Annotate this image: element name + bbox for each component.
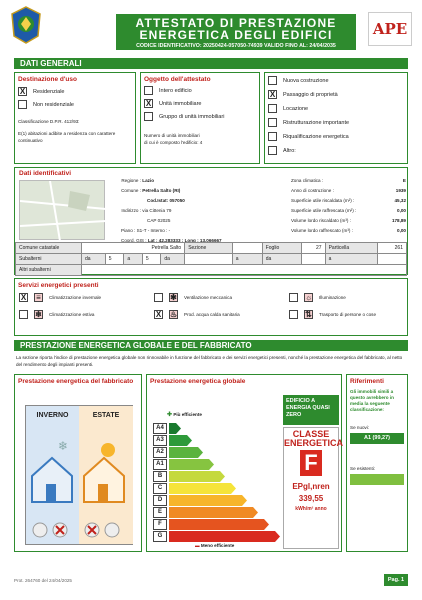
class-bar-b — [169, 471, 225, 482]
particella-label: Particella — [325, 243, 377, 254]
piu-efficiente-label: Più efficiente — [173, 412, 202, 417]
classificazione-label: Classificazione D.P.R. 412/93: — [18, 119, 80, 124]
bulb-icon: ☼ — [305, 293, 313, 302]
globale-box — [146, 374, 342, 552]
class-label-a1: A1 — [153, 459, 167, 470]
class-bar-d — [169, 495, 247, 506]
vent-label: Ventilazione meccanica — [184, 295, 233, 300]
residenziale-checkbox[interactable]: X — [19, 87, 26, 96]
locazione-checkbox[interactable] — [268, 104, 277, 113]
subalterni-label: Subalterni — [16, 254, 82, 265]
altri-subalterni-label: Altri subalterni — [16, 265, 82, 276]
di-cui-label: di cui è composto l'edificio: 4 — [144, 140, 203, 145]
class-label-f: F — [153, 519, 167, 530]
zona-value: E — [402, 178, 406, 183]
nuova-costruzione-label: Nuova costruzione — [283, 77, 329, 84]
fabbricato-box — [14, 374, 142, 552]
clim-est-label: Climatizzazione estiva — [49, 312, 95, 317]
da-label: da — [161, 254, 185, 265]
riferimenti-title: Riferimenti — [350, 378, 384, 385]
class-label-a2: A2 — [153, 447, 167, 458]
dati-identificativi-title: Dati identificativi — [19, 170, 72, 177]
riferimenti-description: Gli immobili simili a questo avrebbero in media la seguente classificazione: — [350, 389, 394, 412]
sup-risc-value: 45,32 — [394, 198, 406, 203]
passaggio-label: Passaggio di proprietà — [283, 91, 338, 98]
destinazione-title: Destinazione d'uso — [18, 76, 77, 83]
foglio-label: Foglio — [262, 243, 301, 254]
class-bar-f — [169, 519, 269, 530]
riferimenti-box — [346, 374, 408, 552]
residenziale-label: Residenziale — [33, 88, 65, 95]
ape-logo-text: APE — [372, 20, 408, 38]
nuovi-value: A1 (99,27) — [350, 433, 404, 444]
catasto-table — [15, 242, 407, 276]
comune-label: Comune : — [121, 188, 141, 193]
class-label-e: E — [153, 507, 167, 518]
sub-da-value: 5 — [105, 254, 124, 265]
indirizzo-label: Indirizzo : — [121, 208, 141, 213]
emblem-icon — [10, 6, 42, 44]
vol-raff-value: 0,00 — [397, 228, 406, 233]
inverno-label: INVERNO — [36, 412, 69, 419]
codistat-label: Cod.Istat: — [147, 198, 169, 203]
a-label: a — [325, 254, 377, 265]
ape-logo — [368, 12, 412, 46]
ristrutturazione-checkbox[interactable] — [268, 118, 277, 127]
house-icon — [30, 436, 130, 506]
footer-protocol: Prot. 264760 del 24/04/2025 — [14, 578, 72, 583]
classificazione-value: E(1) abitazioni adibite a residenza con carattere continuativo — [18, 131, 116, 143]
fan-icon: ✱ — [170, 293, 177, 302]
intero-edificio-checkbox[interactable] — [144, 86, 153, 95]
clim-inv-label: Climatizzazione invernale — [49, 295, 102, 300]
vol-risc-value: 178,89 — [391, 218, 406, 223]
acqua-label: Prod. acqua calda sanitaria — [184, 312, 240, 317]
servizi-title: Servizi energetici presenti — [18, 282, 99, 289]
class-label-g: G — [153, 531, 167, 542]
class-bar-e — [169, 507, 258, 518]
nuovi-label: Se nuovi: — [350, 425, 370, 430]
oggetto-box — [140, 72, 260, 164]
a-label: a — [232, 254, 262, 265]
fabbricato-title: Prestazione energetica del fabbricato — [18, 378, 134, 385]
particella-value: 261 — [377, 243, 406, 254]
comune-catastale-value: Petrella Salto — [82, 243, 185, 254]
oggetto-title: Oggetto dell'attestato — [144, 76, 211, 83]
ep-label: EPgl,nren — [292, 482, 330, 491]
sup-raff-label: Superficie utile raffrescata (m²) : — [291, 208, 357, 213]
ristrutturazione-label: Ristrutturazione importante — [283, 119, 350, 126]
passaggio-checkbox[interactable]: X — [269, 90, 276, 99]
gruppo-unita-label: Gruppo di unità immobiliari — [159, 113, 225, 120]
illum-label: Illuminazione — [319, 295, 346, 300]
intero-edificio-label: Intero edificio — [159, 87, 192, 94]
classe-label: CLASSE ENERGETICA — [284, 429, 344, 448]
title-line-2: ENERGETICA DEGLI EDIFICI — [139, 28, 333, 42]
class-bar-a3 — [169, 435, 192, 446]
codistat-value: 057050 — [169, 198, 185, 203]
map-icon — [20, 181, 106, 241]
table-row — [16, 254, 407, 265]
numero-unita-label: Numero di unità immobiliari — [144, 133, 200, 138]
page-number: Pag. 1 — [384, 574, 408, 586]
sup-risc-label: Superficie utile riscaldata (m²) : — [291, 198, 355, 203]
vol-raff-label: Volume lordo raffrescato (m³) : — [291, 228, 353, 233]
nuova-costruzione-checkbox[interactable] — [268, 76, 277, 85]
sup-raff-value: 0,00 — [397, 208, 406, 213]
regione-value: Lazio — [142, 178, 155, 183]
sub-a-value: 5 — [142, 254, 161, 265]
title-line-1: ATTESTATO DI PRESTAZIONE — [135, 16, 337, 30]
comune-catastale-label: Comune catastale — [16, 243, 82, 254]
up-arrow-icon: ✚ — [167, 412, 173, 418]
a-label: a — [124, 254, 143, 265]
non-residenziale-label: Non residenziale — [33, 101, 74, 108]
indirizzo-value: via Cittenia 79 — [142, 208, 172, 213]
certificate-code: CODICE IDENTIFICATIVO: 20250424-057050-74939 VALIDO FINO AL: 24/04/2035 — [136, 43, 336, 49]
class-label-d: D — [153, 495, 167, 506]
region-emblem — [10, 6, 42, 44]
svg-text:❄: ❄ — [58, 439, 69, 453]
foglio-value: 27 — [301, 243, 325, 254]
ep-value: 339,55 — [298, 494, 324, 503]
classe-value: F — [300, 450, 322, 476]
radiator-icon: ≡ — [34, 293, 43, 302]
trasp-checkbox[interactable] — [289, 310, 298, 319]
header — [0, 0, 422, 56]
riqualificazione-label: Riqualificazione energetica — [283, 133, 349, 140]
riqualificazione-checkbox[interactable] — [268, 132, 277, 141]
faucet-icon: ♨ — [170, 310, 178, 319]
regione-label: Regione : — [121, 178, 141, 183]
down-arrow-icon: ▬ — [195, 543, 200, 548]
class-bar-g — [169, 531, 280, 542]
section-dati-generali-header: DATI GENERALI — [14, 58, 408, 69]
vol-risc-label: Volume lordo riscaldato (m³) : — [291, 218, 351, 223]
dati-identificativi-box — [14, 167, 408, 275]
ep-unit: kWh/m² anno — [295, 506, 327, 512]
altro-checkbox[interactable] — [268, 146, 277, 155]
clim-inv-checkbox[interactable]: X — [20, 293, 27, 302]
table-row — [16, 243, 407, 254]
zona-label: Zona climatica : — [291, 178, 324, 183]
unita-immobiliare-checkbox[interactable]: X — [145, 99, 152, 108]
class-label-c: C — [153, 483, 167, 494]
title-banner — [116, 14, 356, 50]
section-prestazione-header: PRESTAZIONE ENERGETICA GLOBALE E DEL FABBRICATO — [14, 340, 408, 351]
gis-label: Coord. GIS : — [121, 238, 147, 243]
non-residenziale-checkbox[interactable] — [18, 100, 27, 109]
table-row — [16, 265, 407, 276]
unita-immobiliare-label: Unità immobiliare — [159, 100, 202, 107]
da-label: da — [262, 254, 301, 265]
class-bar-a1 — [169, 459, 214, 470]
class-label-b: B — [153, 471, 167, 482]
class-bar-a2 — [169, 447, 203, 458]
piano-value: Piano : S1-T - Interno : - — [121, 228, 171, 233]
gis-value: Lat : 42.283333 ; Long : 13.066667 — [147, 238, 222, 243]
anno-label: Anno di costruzione : — [291, 188, 334, 193]
gruppo-unita-checkbox[interactable] — [144, 112, 153, 121]
servizi-box — [14, 278, 408, 336]
sezione-label: Sezione — [185, 243, 233, 254]
altro-label: Altro: — [283, 147, 296, 154]
estate-label: ESTATE — [92, 412, 120, 419]
map-thumbnail — [19, 180, 105, 240]
esistenti-value-bar — [350, 474, 404, 485]
class-label-a3: A3 — [153, 435, 167, 446]
locazione-label: Locazione — [283, 105, 309, 112]
elevator-icon: ⇅ — [305, 310, 312, 319]
cap-value: CAP 02025 — [147, 218, 171, 223]
classe-box — [283, 427, 344, 549]
acqua-checkbox[interactable]: X — [155, 310, 162, 319]
trasp-label: Trasporto di persone o cose — [319, 312, 377, 317]
vent-checkbox[interactable] — [154, 293, 163, 302]
globale-title: Prestazione energetica globale — [150, 378, 246, 385]
class-bar-c — [169, 483, 236, 494]
class-bar-a4 — [169, 423, 181, 434]
da-label: da — [82, 254, 106, 265]
destinazione-box — [14, 72, 136, 164]
snowflake-icon: ❄ — [35, 310, 42, 319]
face-icons — [30, 520, 130, 540]
class-label-a4: A4 — [153, 423, 167, 434]
anno-value: 1939 — [395, 188, 406, 193]
esistenti-label: Se esistenti: — [350, 466, 376, 471]
meno-efficiente-label: Meno efficiente — [200, 543, 235, 548]
nzeb-box: EDIFICIO A ENERGIA QUASI ZERO — [283, 395, 339, 425]
illum-checkbox[interactable] — [289, 293, 298, 302]
comune-value: Petrella Salto (RI) — [142, 188, 181, 193]
clim-est-checkbox[interactable] — [19, 310, 28, 319]
motivazione-box — [264, 72, 408, 164]
prestazione-description: La sezione riporta l'indice di prestazione energetica globale non rinnovabile in funzione del fabbricato e dei servizi energetici presenti, nonché la prestazione energetica del fabbricato, al netto del rendimento degli impianti presenti. — [16, 355, 403, 367]
